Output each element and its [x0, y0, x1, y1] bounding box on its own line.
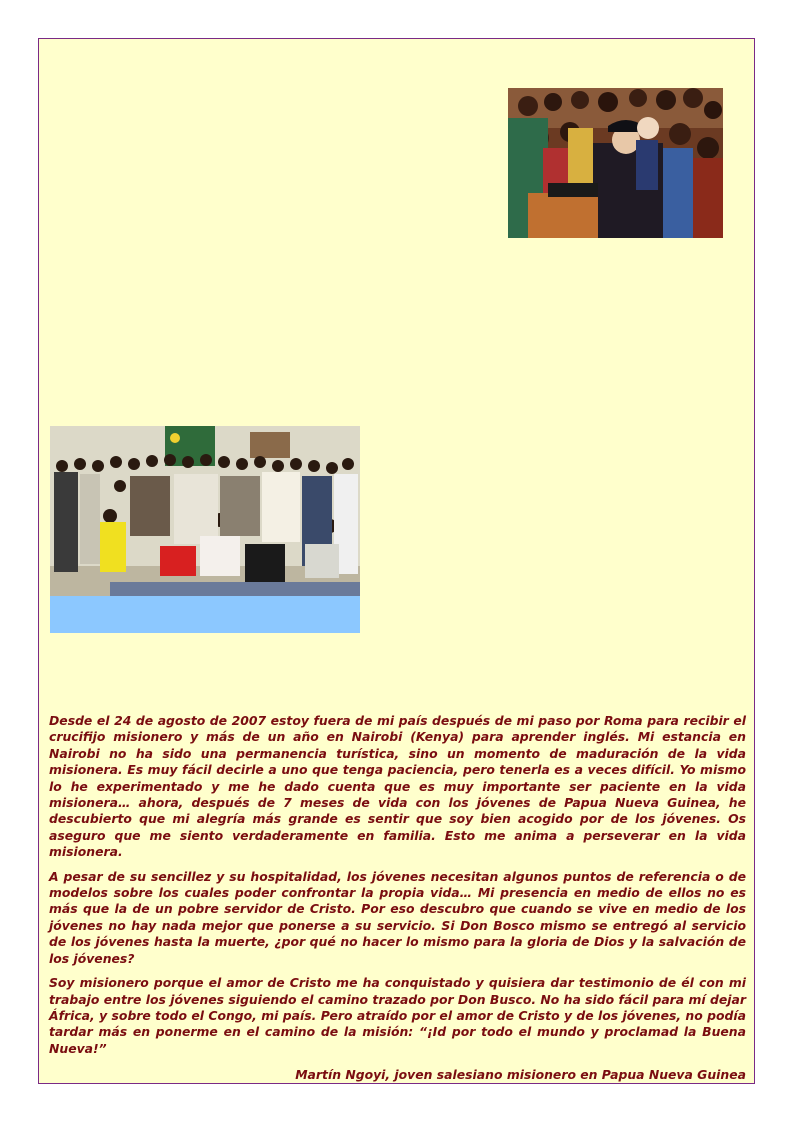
- article-body: [49, 713, 746, 1092]
- painting-image: [508, 88, 723, 238]
- page-frame: [38, 38, 755, 1084]
- group-photo-image: [50, 426, 360, 633]
- paragraph: A pesar de su sencillez y su hospitalidad, los jóvenes necesitan algunos puntos de referencia o de modelos sobre los cuales poder confrontar la propia vida… Mi presencia en medio de ellos no es más que la de un pobre servidor de Cristo. Por eso descubro que cuando se vive en medio de los jóvenes no hay nada mejor que ponerse a su servicio. Si Don Bosco mismo se entregó al servicio de los jóvenes hasta la muerte, ¿por qué no hacer lo mismo para la gloria de Dios y la salvación de los jóvenes?: [49, 868, 746, 966]
- paragraph: Soy misionero porque el amor de Cristo me ha conquistado y quisiera dar testimonio de él con mi trabajo entre los jóvenes siguiendo el camino trazado por Don Busco. No ha sido fácil para mí dejar África, y sobre todo el Congo, mi país. Pero atraído por el amor de Cristo y de los jóvenes, no podía tardar más en ponerme en el camino de la misión: “¡Id por todo el mundo y proclamad la Buena Nueva!”: [49, 975, 746, 1056]
- paragraph: Desde el 24 de agosto de 2007 estoy fuera de mi país después de mi paso por Roma para recibir el crucifijo misionero y más de un año en Nairobi (Kenya) para aprender inglés. Mi estancia en Nairobi no ha sido una permanencia turística, sino un momento de maduración de la vida misionera. Es muy fácil decirle a uno que tenga paciencia, pero tenerla es a veces difícil. Yo mismo lo he experimentado y me he dado cuenta que es muy importante ser paciente en la vida misionera… ahora, después de 7 meses de vida con los jóvenes de Papua Nueva Guinea, he descubierto que mi alegría más grande es sentir que soy bien acogido por de los jóvenes. Os aseguro que me siento verdaderamente en familia. Esto me anima a perseverar en la vida misionera.: [49, 713, 746, 860]
- signature: Martín Ngoyi, joven salesiano misionero en Papua Nueva Guinea: [295, 1067, 746, 1083]
